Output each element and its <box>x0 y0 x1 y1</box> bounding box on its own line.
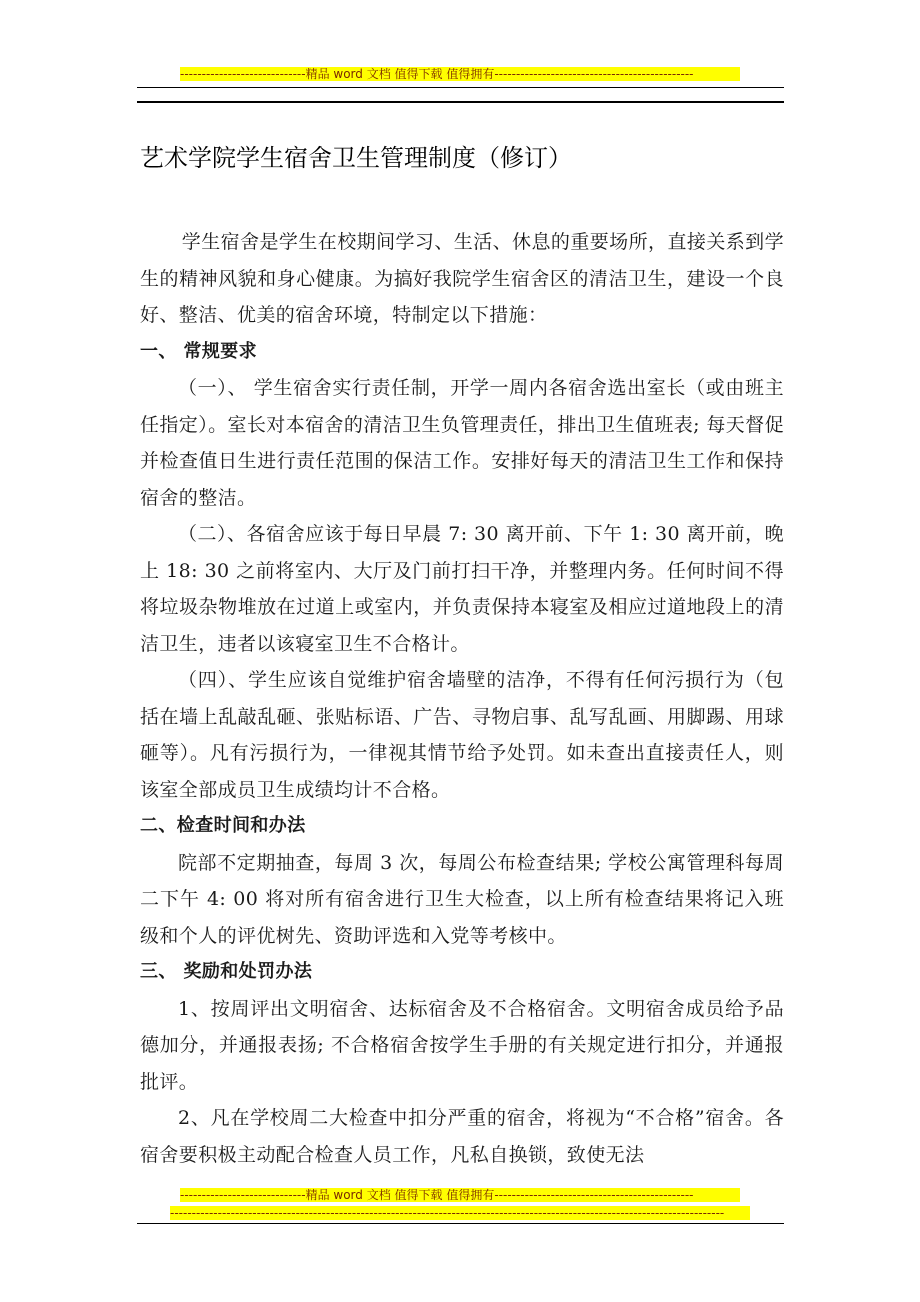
section-heading-routine: 一、 常规要求 <box>140 340 258 362</box>
paragraph-rewards-1: 1、按周评出文明宿舍、达标宿舍及不合格宿舍。文明宿舍成员给予品德加分，并通报表扬; 不合格宿舍按学生手册的有关规定进行扣分，并通报批评。 <box>140 997 784 1093</box>
footer-banner: -----------------------------精品 word 文档 值得下载 值得拥有---------------------------------------------- <box>180 1188 740 1202</box>
section-heading-inspection: 二、检查时间和办法 <box>140 815 306 836</box>
header-banner: -----------------------------精品 word 文档 值得下载 值得拥有---------------------------------------------- <box>180 67 740 81</box>
footer-banner-dashes: -------------------------------------------------------------------------------------------------------------------------------- <box>170 1206 750 1220</box>
footer-rule <box>137 1223 784 1224</box>
header-rule-thin <box>137 87 784 88</box>
paragraph-rewards-2: 2、凡在学校周二大检查中扣分严重的宿舍，将视为“不合格”宿舍。各宿舍要积极主动配合检查人员工作，凡私自换锁，致使无法 <box>140 1107 784 1166</box>
document-title: 艺术学院学生宿舍卫生管理制度（修订） <box>140 144 572 172</box>
paragraph-inspection: 院部不定期抽查，每周 3 次，每周公布检查结果; 学校公寓管理科每周二下午 4: 00 将对所有宿舍进行卫生大检查，以上所有检查结果将记入班级和个人的评优树先、资助评选和入党等考核中。 <box>140 851 784 947</box>
document-body <box>140 224 784 1173</box>
paragraph-routine-1: （一）、 学生宿舍实行责任制，开学一周内各宿舍选出室长（或由班主任指定）。室长对本宿舍的清洁卫生负管理责任，排出卫生值班表; 每天督促并检查值日生进行责任范围的保洁工作。安排好每天的清洁卫生工作和保持宿舍的整洁。 <box>140 377 784 509</box>
intro-paragraph: 学生宿舍是学生在校期间学习、生活、休息的重要场所，直接关系到学生的精神风貌和身心健康。为搞好我院学生宿舍区的清洁卫生，建设一个良好、整洁、优美的宿舍环境，特制定以下措施： <box>140 231 784 326</box>
section-heading-rewards: 三、 奖励和处罚办法 <box>140 961 313 982</box>
paragraph-routine-4: （四）、学生应该自觉维护宿舍墙壁的洁净，不得有任何污损行为（包括在墙上乱敲乱砸、张贴标语、广告、寻物启事、乱写乱画、用脚踢、用球砸等）。凡有污损行为，一律视其情节给予处罚。如未查出直接责任人，则该室全部成员卫生成绩均计不合格。 <box>140 669 784 801</box>
paragraph-routine-2: （二）、各宿舍应该于每日早晨 7: 30 离开前、下午 1: 30 离开前，晚上 18: 30 之前将室内、大厅及门前打扫干净，并整理内务。任何时间不得将垃圾杂物堆放在过道上或室内，并负责保持本寝室及相应过道地段上的清洁卫生，违者以该寝室卫生不合格计。 <box>140 523 784 655</box>
header-rule-thick <box>137 101 784 103</box>
